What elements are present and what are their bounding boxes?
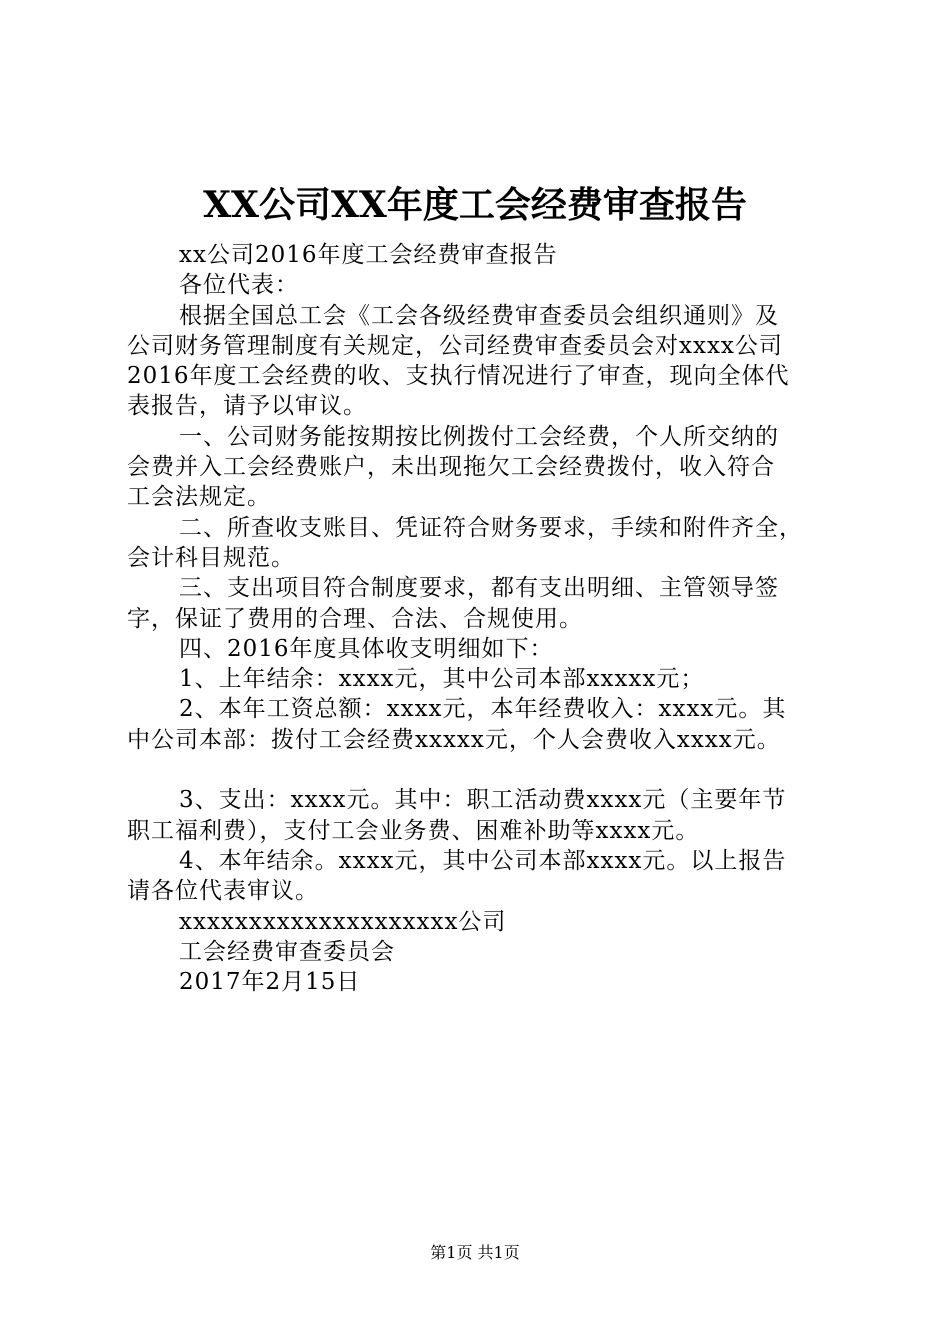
signature-company: xxxxxxxxxxxxxxxxxxxx公司 <box>179 908 507 935</box>
paragraph-line: 三、支出项目符合制度要求，都有支出明细、主管领导签 <box>179 575 779 602</box>
paragraph-line: 4、本年结余。xxxx元，其中公司本部xxxx元。以上报告 <box>179 847 787 874</box>
paragraph-line: 会计科目规范。 <box>127 544 295 571</box>
paragraph-line: 请各位代表审议。 <box>127 878 319 905</box>
paragraph-line: 3、支出：xxxx元。其中：职工活动费xxxx元（主要年节 <box>179 787 787 814</box>
paragraph-line: 职工福利费），支付工会业务费、困难补助等xxxx元。 <box>127 817 700 844</box>
signature-date: 2017年2月15日 <box>179 969 361 996</box>
paragraph-line: 公司财务管理制度有关规定，公司经费审查委员会对xxxx公司 <box>127 332 783 359</box>
blank-line <box>127 755 833 785</box>
salutation-line: 各位代表： <box>179 272 299 299</box>
paragraph-line: 一、公司财务能按期按比例拨付工会经费，个人所交纳的 <box>179 423 779 450</box>
paragraph-line: 1、上年结余：xxxx元，其中公司本部xxxxx元； <box>179 666 705 693</box>
document-title: XX公司XX年度工会经费审查报告 <box>203 184 747 226</box>
paragraph-line: 2016年度工会经费的收、支执行情况进行了审查，现向全体代 <box>127 363 790 390</box>
document-body <box>127 240 833 997</box>
subtitle-line: xx公司2016年度工会经费审查报告 <box>179 242 558 268</box>
paragraph-line: 中公司本部：拨付工会经费xxxxx元，个人会费收入xxxx元。 <box>127 726 781 753</box>
signature-committee: 工会经费审查委员会 <box>179 938 395 965</box>
paragraph-line: 工会法规定。 <box>127 484 271 511</box>
paragraph-line: 表报告，请予以审议。 <box>127 393 367 420</box>
paragraph-line: 四、2016年度具体收支明细如下： <box>179 635 554 662</box>
paragraph-line: 2、本年工资总额：xxxx元，本年经费收入：xxxx元。其 <box>179 696 787 723</box>
paragraph-line: 二、所查收支账目、凭证符合财务要求，手续和附件齐全， <box>179 514 803 541</box>
paragraph-line: 根据全国总工会《工会各级经费审查委员会组织通则》及 <box>179 302 779 329</box>
paragraph-line: 字，保证了费用的合理、合法、合规使用。 <box>127 605 583 632</box>
paragraph-line: 会费并入工会经费账户，未出现拖欠工会经费拨付，收入符合 <box>127 454 775 481</box>
page-footer: 第1页 共1页 <box>430 1243 520 1262</box>
